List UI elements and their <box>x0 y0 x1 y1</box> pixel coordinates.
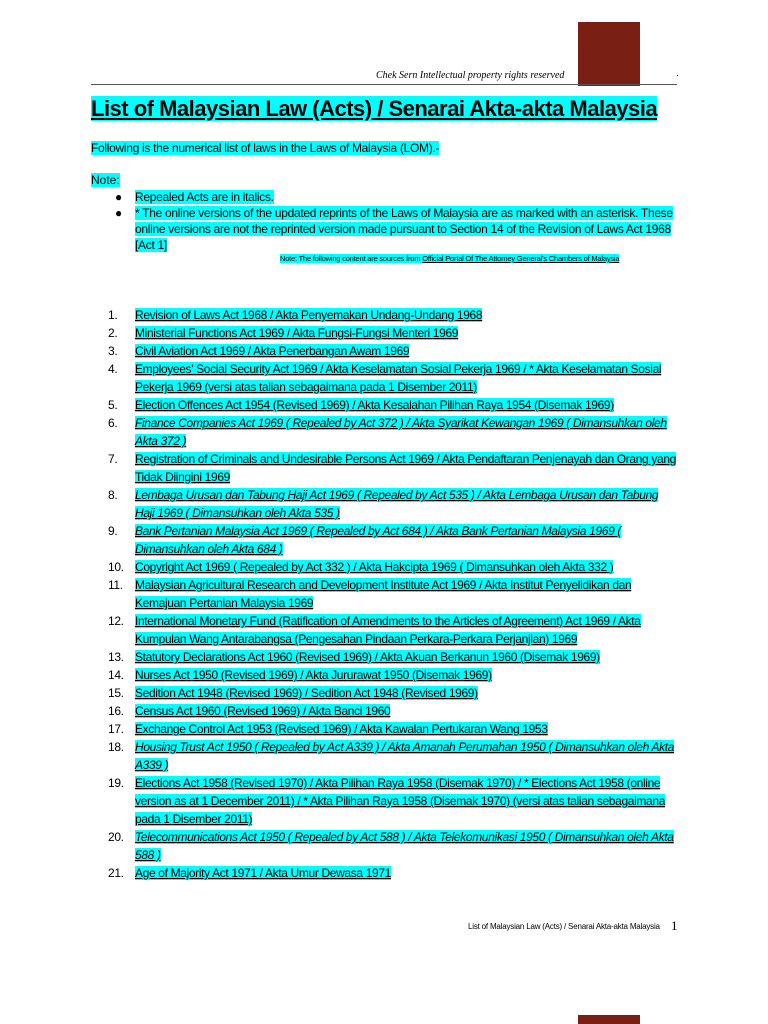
act-link[interactable]: International Monetary Fund (Ratification of Amendments to the Articles of Agreement) Act 1969 / Akta Kumpulan Wang Antarabangsa (Pengesahan Pindaan Perkara-Perkara Perjanjian) 1969 <box>135 614 641 646</box>
list-item <box>108 360 680 396</box>
act-number: 18. <box>108 740 124 754</box>
act-number: 9. <box>108 524 118 538</box>
list-item <box>108 666 680 684</box>
list-item <box>108 414 680 450</box>
page-number: 1 <box>671 918 678 933</box>
note-label <box>91 173 120 187</box>
act-number: 15. <box>108 686 124 700</box>
note-text: Repealed Acts are in italics. <box>135 190 274 204</box>
act-link[interactable]: Age of Majority Act 1971 / Akta Umur Dewasa 1971 <box>135 866 392 880</box>
page-title-text[interactable]: List of Malaysian Law (Acts) / Senarai Akta-akta Malaysia <box>91 96 658 121</box>
source-note-link[interactable]: Official Portal Of The Attorney General's Chambers of Malaysia <box>422 254 620 263</box>
list-item <box>108 342 680 360</box>
list-item <box>108 648 680 666</box>
intro-text-content: Following is the numerical list of laws in the Laws of Malaysia (LOM).- <box>91 141 440 155</box>
act-link[interactable]: Copyright Act 1969 ( Repealed by Act 332 ) / Akta Hakcipta 1969 ( Dimansuhkan oleh Akta 332 ) <box>135 560 614 574</box>
list-item <box>108 828 680 864</box>
note-item <box>91 205 679 253</box>
act-link[interactable]: Malaysian Agricultural Research and Development Institute Act 1969 / Akta Institut Penyelidikan dan Kemajuan Pertanian Malaysia 1969 <box>135 578 632 610</box>
note-label-text: Note: <box>91 173 120 187</box>
act-number: 12. <box>108 614 124 628</box>
bullet-icon: ● <box>115 190 122 204</box>
act-link[interactable]: Sedition Act 1948 (Revised 1969) / Sedition Act 1948 (Revised 1969) <box>135 686 478 700</box>
list-item <box>108 612 680 648</box>
list-item <box>108 306 680 324</box>
source-note-prefix: Note: The following content are sources from <box>280 254 423 263</box>
bottom-logo-mark <box>578 1015 640 1024</box>
note-item <box>91 189 679 205</box>
act-link[interactable]: Elections Act 1958 (Revised 1970) / Akta Pilihan Raya 1958 (Disemak 1970) / * Elections Act 1958 (online version as at 1 December 2011) / * Akta Pilihan Raya 1958 (Disemak 1970) (versi atas talian sebagaimana pada 1 Disember 2011) <box>135 776 666 826</box>
list-item <box>108 558 680 576</box>
list-item <box>108 486 680 522</box>
act-number: 13. <box>108 650 124 664</box>
notes-list <box>91 189 679 253</box>
header-copyright: Chek Sern Intellectual property rights reserved <box>376 70 565 81</box>
act-number: 6. <box>108 416 118 430</box>
act-link[interactable]: Revision of Laws Act 1968 / Akta Penyemakan Undang-Undang 1968 <box>135 308 483 322</box>
act-number: 4. <box>108 362 118 376</box>
act-number: 17. <box>108 722 124 736</box>
act-number: 21. <box>108 866 124 880</box>
act-number: 8. <box>108 488 118 502</box>
list-item <box>108 324 680 342</box>
act-number: 3. <box>108 344 118 358</box>
act-link[interactable]: Telecommunications Act 1950 ( Repealed by Act 588 ) / Akta Telekomunikasi 1950 ( Dimansuhkan oleh Akta 588 ) <box>135 830 674 862</box>
act-number: 1. <box>108 308 118 322</box>
act-link[interactable]: Statutory Declarations Act 1960 (Revised 1969) / Akta Akuan Berkanun 1960 (Disemak 1969) <box>135 650 600 664</box>
act-link[interactable]: Bank Pertanian Malaysia Act 1969 ( Repealed by Act 684 ) / Akta Bank Pertanian Malaysia 1969 ( Dimansuhkan oleh Akta 684 ) <box>135 524 622 556</box>
act-number: 2. <box>108 326 118 340</box>
act-number: 19. <box>108 776 124 790</box>
list-item <box>108 738 680 774</box>
act-number: 16. <box>108 704 124 718</box>
footer-title: List of Malaysian Law (Acts) / Senarai Akta-akta Malaysia <box>468 922 660 931</box>
list-item <box>108 720 680 738</box>
intro-text <box>91 141 439 155</box>
act-number: 20. <box>108 830 124 844</box>
list-item <box>108 864 680 882</box>
act-number: 7. <box>108 452 118 466</box>
header-divider <box>91 84 677 85</box>
list-item <box>108 684 680 702</box>
act-number: 5. <box>108 398 118 412</box>
bullet-icon: ● <box>115 206 122 220</box>
list-item <box>108 576 680 612</box>
act-link[interactable]: Lembaga Urusan dan Tabung Haji Act 1969 ( Repealed by Act 535 ) / Akta Lembaga Urusan dan Tabung Haji 1969 ( Dimansuhkan oleh Akta 535 ) <box>135 488 659 520</box>
act-link[interactable]: Registration of Criminals and Undesirable Persons Act 1969 / Akta Pendaftaran Penjenayah dan Orang yang Tidak Diingini 1969 <box>135 452 676 484</box>
act-link[interactable]: Exchange Control Act 1953 (Revised 1969) / Akta Kawalan Pertukaran Wang 1953 <box>135 722 548 736</box>
act-link[interactable]: Election Offences Act 1954 (Revised 1969) / Akta Kesalahan Pilihan Raya 1954 (Disemak 1969) <box>135 398 614 412</box>
list-item <box>108 396 680 414</box>
act-link[interactable]: Ministerial Functions Act 1969 / Akta Fungsi-Fungsi Menteri 1969 <box>135 326 459 340</box>
act-link[interactable]: Nurses Act 1950 (Revised 1969) / Akta Jururawat 1950 (Disemak 1969) <box>135 668 492 682</box>
list-item <box>108 522 680 558</box>
page-title <box>91 96 657 122</box>
act-link[interactable]: Housing Trust Act 1950 ( Repealed by Act A339 ) / Akta Amanah Perumahan 1950 ( Dimansuhkan oleh Akta A339 ) <box>135 740 675 772</box>
act-link[interactable]: Finance Companies Act 1969 ( Repealed by Act 372 ) / Akta Syarikat Kewangan 1969 ( Dimansuhkan oleh Akta 372 ) <box>135 416 667 448</box>
note-text: * The online versions of the updated reprints of the Laws of Malaysia are as marked with an asterisk. These online versions are not the reprinted version made pursuant to Section 14 of the Revision of Laws Act 1968 [Act 1] <box>135 206 673 252</box>
header-dot: . <box>676 68 679 79</box>
act-number: 14. <box>108 668 124 682</box>
logo <box>578 22 640 86</box>
list-item <box>108 450 680 486</box>
act-link[interactable]: Civil Aviation Act 1969 / Akta Penerbangan Awam 1969 <box>135 344 410 358</box>
acts-list <box>108 306 680 882</box>
list-item <box>108 774 680 828</box>
act-link[interactable]: Employees' Social Security Act 1969 / Akta Keselamatan Sosial Pekerja 1969 / * Akta Keselamatan Sosial Pekerja 1969 (versi atas talian sebagaimana pada 1 Disember 2011) <box>135 362 662 394</box>
list-item <box>108 702 680 720</box>
act-link[interactable]: Census Act 1960 (Revised 1969) / Akta Banci 1960 <box>135 704 391 718</box>
source-note <box>280 254 619 263</box>
act-number: 10. <box>108 560 124 574</box>
act-number: 11. <box>108 578 123 592</box>
